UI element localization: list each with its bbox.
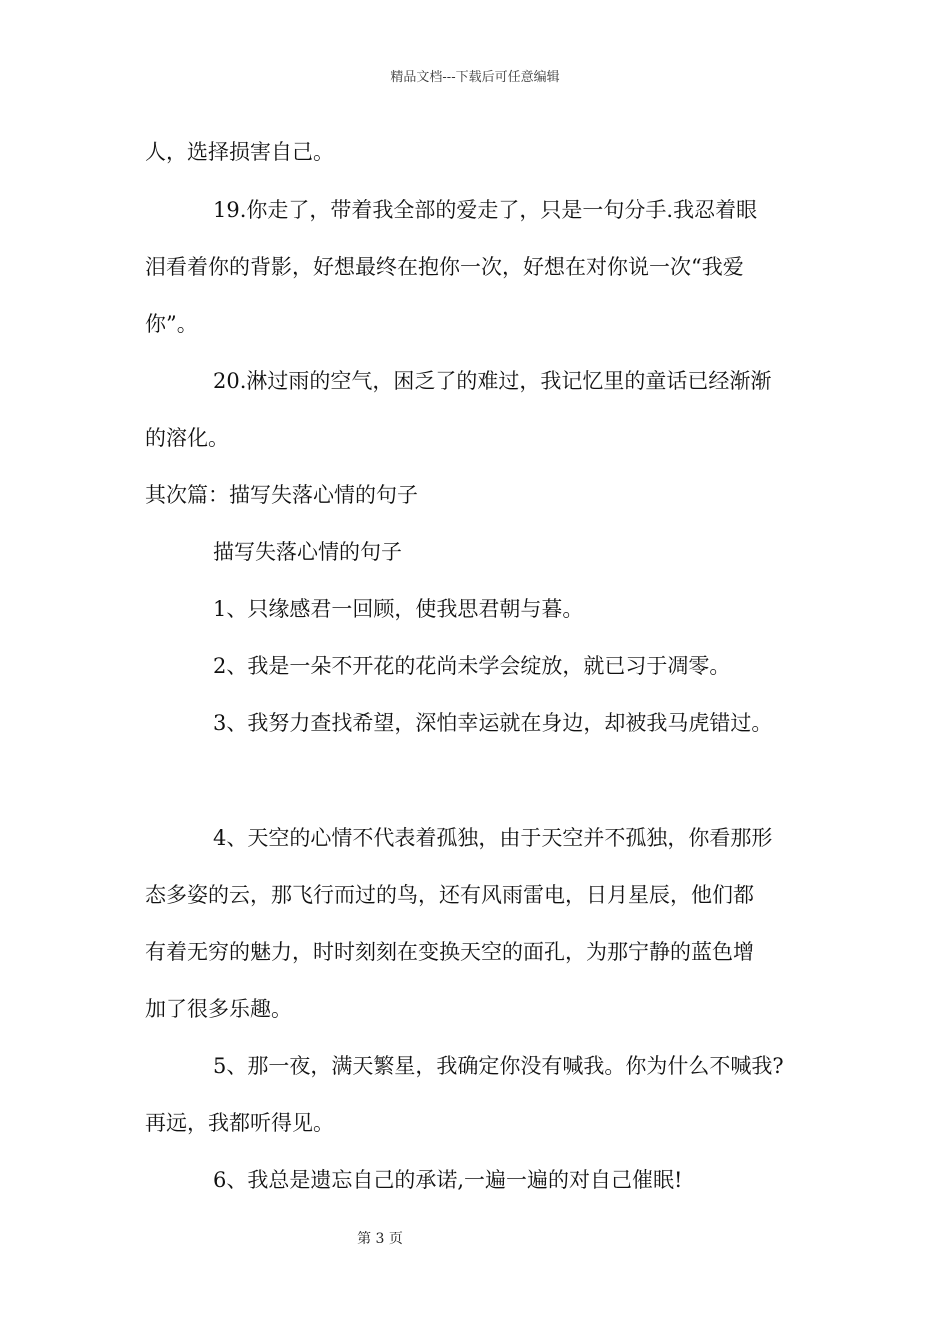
text-line: 2、我是一朵不开花的花尚未学会绽放，就已习于凋零。 <box>213 654 731 678</box>
text-line: 1、只缘感君一回顾，使我思君朝与暮。 <box>213 597 584 621</box>
text-line: 人，选择损害自己。 <box>145 140 334 164</box>
text-line: 态多姿的云，那飞行而过的鸟，还有风雨雷电，日月星辰，他们都 <box>145 883 754 907</box>
text-line: 加了很多乐趣。 <box>145 997 292 1021</box>
text-line: 5、那一夜，满天繁星，我确定你没有喊我。你为什么不喊我? <box>213 1054 784 1078</box>
subheading: 描写失落心情的句子 <box>213 540 402 564</box>
text-line: 3、我努力查找希望，深怕幸运就在身边，却被我马虎错过。 <box>213 711 773 735</box>
section-heading: 其次篇：描写失落心情的句子 <box>145 483 418 507</box>
page-header: 精品文档---下载后可任意编辑 <box>390 70 560 85</box>
text-line: 你”。 <box>145 312 198 336</box>
page-number: 第 3 页 <box>357 1231 403 1247</box>
text-line: 4、天空的心情不代表着孤独，由于天空并不孤独，你看那形 <box>213 826 773 850</box>
text-line: 19.你走了，带着我全部的爱走了，只是一句分手.我忍着眼 <box>213 198 758 222</box>
text-line: 泪看着你的背影，好想最终在抱你一次，好想在对你说一次“我爱 <box>145 255 744 279</box>
text-line: 6、我总是遗忘自己的承诺,一遍一遍的对自己催眠! <box>213 1168 683 1192</box>
text-line: 再远，我都听得见。 <box>145 1111 334 1135</box>
text-line: 的溶化。 <box>145 426 229 450</box>
text-line: 20.淋过雨的空气，困乏了的难过，我记忆里的童话已经渐渐 <box>213 369 772 393</box>
text-line: 有着无穷的魅力，时时刻刻在变换天空的面孔，为那宁静的蓝色增 <box>145 940 754 964</box>
